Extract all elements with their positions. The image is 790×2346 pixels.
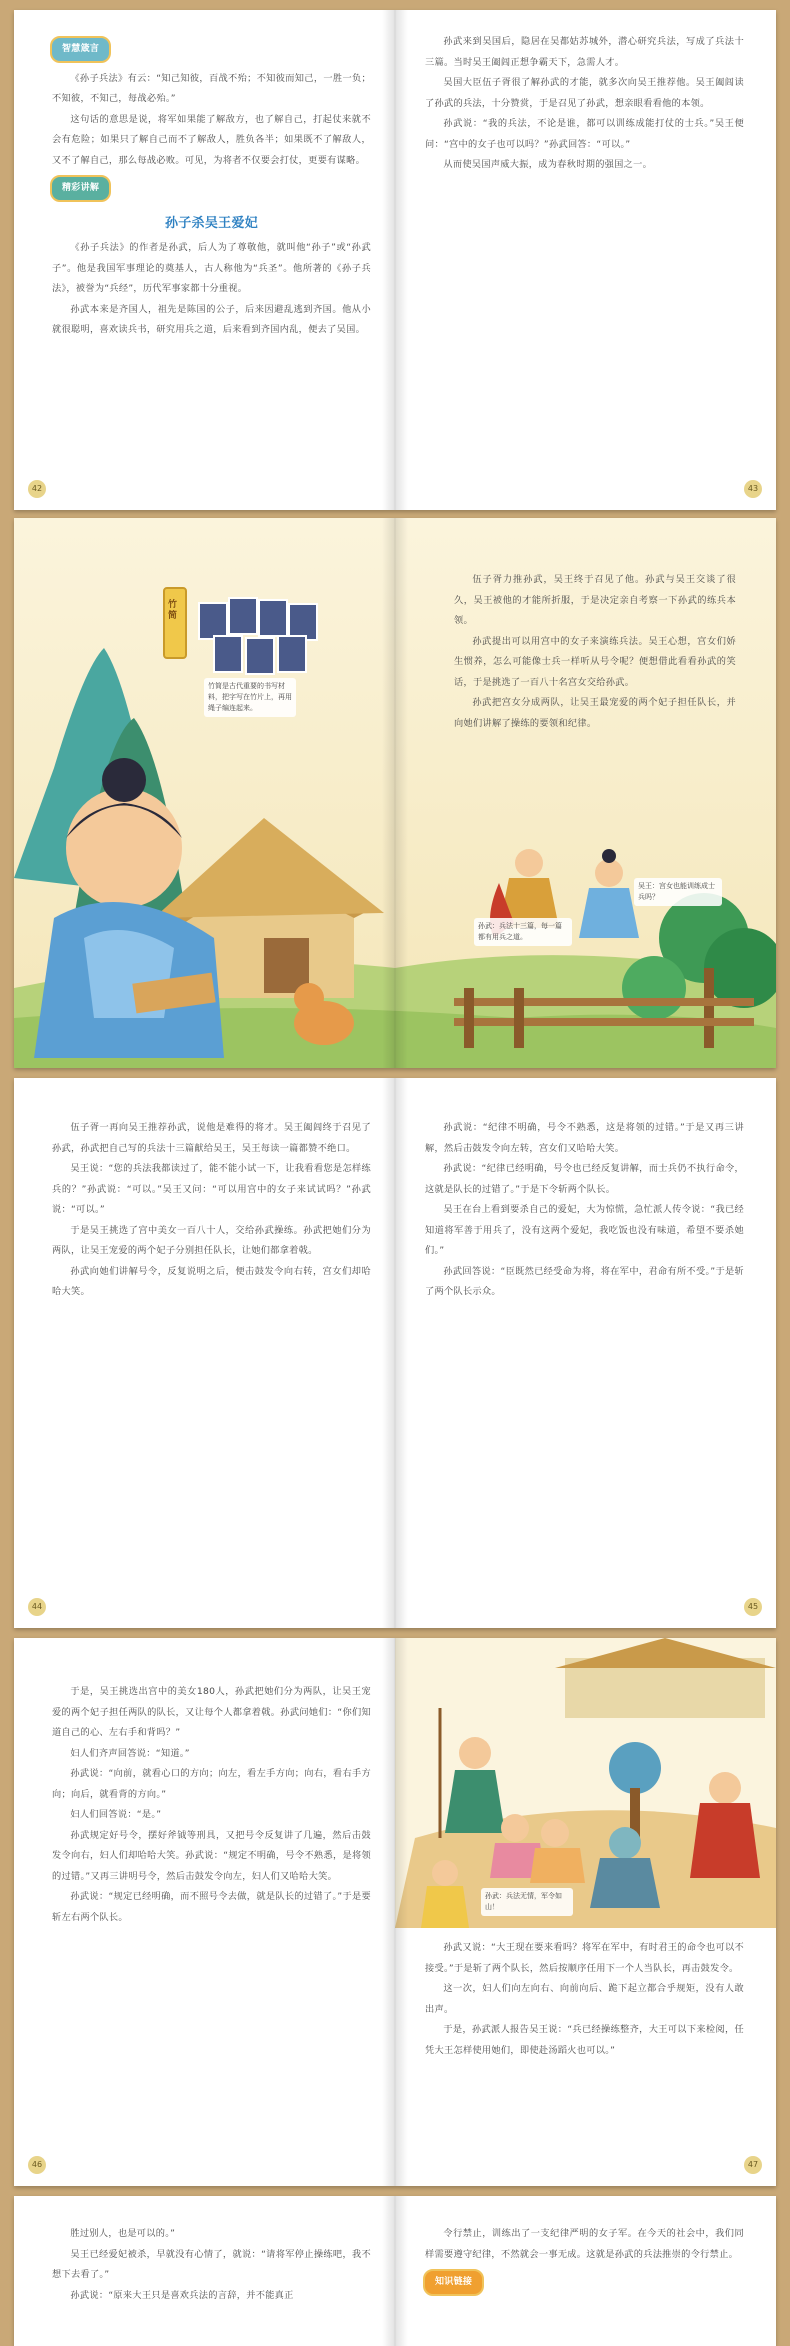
paragraph: 这一次，妇人们向左向右、向前向后、跪下起立都合乎规矩，没有人敢出声。 — [425, 1983, 744, 2015]
paragraph: 胜过别人，也是可以的。” — [70, 2228, 176, 2239]
book-spread-1 — [14, 10, 776, 510]
page-left — [14, 1078, 395, 1628]
character-face — [66, 788, 182, 908]
paragraph: 孙武向她们讲解号令，反复说明之后，便击鼓发令向右转，宫女们却哈哈大笑。 — [52, 1265, 371, 1297]
paragraph: 孙武说：“规定已经明确，而不照号令去做，就是队长的过错了。”于是要斩左右两个队长。 — [52, 1891, 371, 1923]
paragraph: 妇人们回答说：“是。” — [70, 1809, 162, 1820]
paragraph: 吴王说：“您的兵法我都读过了，能不能小试一下，让我看看您是怎样练兵的？”孙武说：“可以。”吴王又问：“可以用宫中的女子来试试吗？”孙武说：“可以。” — [52, 1163, 371, 1215]
page-right — [395, 2196, 776, 2346]
page-number: 46 — [28, 2156, 46, 2174]
page-number: 44 — [28, 1598, 46, 1616]
paragraph: 吴国大臣伍子胥很了解孙武的才能，就多次向吴王推荐他。吴王阖闾读了孙武的兵法，十分赞赏，于是召见了孙武，想亲眼看看他的本领。 — [425, 77, 744, 109]
paragraph: 孙武说：“纪律已经明确，号令也已经反复讲解，而士兵仍不执行命令，这就是队长的过错了。”于是下令斩两个队长。 — [425, 1163, 744, 1195]
paragraph: 孙武说：“向前，就看心口的方向；向左，看左手方向；向右，看右手方向；向后，就看背的方向。” — [52, 1768, 371, 1800]
section-tag: 知识链接 — [423, 2269, 484, 2296]
paragraph: 《孙子兵法》的作者是孙武，后人为了尊敬他，就叫他“孙子”或“孙武子”。他是我国军事理论的奠基人，古人称他为“兵圣”。他所著的《孙子兵法》，被誉为“兵经”，历代军事家都十分重视。 — [52, 242, 371, 294]
paragraph: 孙武本来是齐国人，祖先是陈国的公子，后来因避乱逃到齐国。他从小就很聪明，喜欢读兵书，研究用兵之道，后来看到齐国内乱，便去了吴国。 — [52, 303, 371, 335]
consort — [530, 1848, 585, 1883]
page-text — [52, 1682, 371, 1928]
king-figure — [690, 1803, 760, 1878]
illustration-caption: 孙武：兵法无情，军令如山！ — [481, 1888, 573, 1916]
page-number: 42 — [28, 480, 46, 498]
page-right — [395, 1638, 776, 2186]
paragraph: 从而使吴国声威大振，成为春秋时期的强国之一。 — [443, 159, 653, 170]
book-spread-5 — [14, 2196, 776, 2346]
paragraph: 吴王已经爱妃被杀，早就没有心情了，就说：“请将军停止操练吧，我不想下去看了。” — [52, 2248, 371, 2280]
illustration-caption: 孙武：兵法十三篇，每一篇都有用兵之道。 — [474, 918, 572, 946]
paragraph: 孙武又说：“大王现在要来看吗？将军在军中，有时君王的命令也可以不接受。”于是斩了两个队长，然后按顺序任用下一个人当队长，再击鼓发令。 — [425, 1942, 744, 1974]
paragraph: 伍子胥力推孙武，吴王终于召见了他。孙武与吴王交谈了很久，吴王被他的才能所折服，于是决定亲自考察一下孙武的练兵本领。 — [454, 574, 736, 626]
illustration-caption: 竹简是古代重要的书写材料，把字写在竹片上，再用绳子编连起来。 — [204, 678, 296, 717]
page-text — [52, 2224, 371, 2306]
page-text — [454, 570, 736, 734]
page-left — [14, 10, 395, 510]
page-text — [425, 32, 744, 176]
illustration-caption: 吴王：宫女也能训练成士兵吗？ — [634, 878, 722, 906]
scroll-label: 竹简 — [168, 600, 178, 621]
paragraph: 伍子胥一再向吴王推荐孙武，说他是难得的将才。吴王阖闾终于召见了孙武，孙武把自己写的兵法十三篇献给吴王，吴王每读一篇都赞不绝口。 — [52, 1122, 371, 1154]
paragraph: 吴王在台上看到要杀自己的爱妃，大为惊慌，急忙派人传令说：“我已经知道将军善于用兵了，没有这两个爱妃，我吃饭也没有味道，希望不要杀她们。” — [425, 1204, 744, 1256]
page-text — [425, 1118, 744, 1303]
page-left — [14, 1638, 395, 2186]
chapter-title: 孙子杀吴王爱妃 — [164, 215, 259, 231]
page-right — [395, 1078, 776, 1628]
paragraph: 孙武回答说：“臣既然已经受命为将，将在军中，君命有所不受。”于是斩了两个队长示众。 — [425, 1265, 744, 1297]
illustration-scene — [395, 1638, 776, 1928]
book-spread-2 — [14, 518, 776, 1068]
page-text — [425, 2224, 744, 2302]
paragraph: 妇人们齐声回答说：“知道。” — [70, 1747, 190, 1759]
paragraph: 于是，吴王挑选出宫中的美女180人，孙武把她们分为两队，让吴王宠爱的两个妃子担任两队的队长，又让每个人都拿着戟。孙武问她们：“你们知道自己的心、左右手和背吗？” — [52, 1686, 371, 1738]
paragraph: 《孙子兵法》有云：“知己知彼，百战不殆；不知彼而知己，一胜一负；不知彼，不知己，每战必殆。” — [52, 72, 371, 104]
paragraph: 孙武把宫女分成两队，让吴王最宠爱的两个妃子担任队长，并向她们讲解了操练的要领和纪律。 — [454, 697, 736, 729]
page-left — [14, 2196, 395, 2346]
paragraph: 孙武来到吴国后，隐居在吴都姑苏城外，潜心研究兵法，写成了兵法十三篇。当时吴王阖闾正想争霸天下，急需人才。 — [425, 36, 744, 68]
page-text — [425, 1938, 744, 2061]
floating-books — [199, 598, 317, 674]
book-spread-4 — [14, 1638, 776, 2186]
paragraph: 于是吴王挑选了宫中美女一百八十人，交给孙武操练。孙武把她们分为两队，让吴王宠爱的两个妃子分别担任队长，让她们都拿着戟。 — [52, 1224, 371, 1256]
soldier — [445, 1770, 505, 1833]
page-number: 45 — [744, 1598, 762, 1616]
paragraph: 孙武规定好号令，摆好斧钺等刑具，又把号令反复讲了几遍，然后击鼓发令向右，妇人们却哈哈大笑。孙武说：“规定不明确，号令不熟悉，是将领的过错。”又再三讲明号令，然后击鼓发令向左，妇人们又哈哈大笑。 — [52, 1829, 371, 1882]
book-spread-3 — [14, 1078, 776, 1628]
sun-wu-figure — [421, 1886, 469, 1928]
paragraph: 这句话的意思是说，将军如果能了解敌方，也了解自己，打起仗来就不会有危险；如果只了解自己而不了解敌人，胜负各半；如果既不了解敌人，又不了解自己，那么每战必败。可见，为将者不仅要会打仗，更要有谋略。 — [52, 113, 371, 166]
page-number: 43 — [744, 480, 762, 498]
paragraph: 孙武说：“我的兵法，不论是谁，都可以训练成能打仗的士兵。”吴王便问：“宫中的女子也可以吗？”孙武回答：“可以。” — [425, 118, 744, 150]
page-text — [52, 1118, 371, 1303]
paragraph: 令行禁止，训练出了一支纪律严明的女子军。在今天的社会中，我们同样需要遵守纪律，不然就会一事无成。这就是孙武的兵法推崇的令行禁止。 — [425, 2228, 744, 2260]
drum — [609, 1742, 661, 1794]
page-right — [395, 10, 776, 510]
paragraph: 于是，孙武派人报告吴王说：“兵已经操练整齐，大王可以下来检阅，任凭大王怎样使用她们，即使赴汤蹈火也可以。” — [425, 2024, 744, 2056]
page-text — [52, 32, 371, 341]
paragraph: 孙武说：“原来大王只是喜欢兵法的言辞，并不能真正 — [70, 2289, 294, 2301]
paragraph: 孙武说：“纪律不明确，号令不熟悉，这是将领的过错。”于是又再三讲解，然后击鼓发令向左转，宫女们又哈哈大笑。 — [425, 1122, 744, 1154]
page-number: 47 — [744, 2156, 762, 2174]
section-tag: 精彩讲解 — [50, 175, 111, 202]
section-tag-quote: 智慧箴言 — [50, 36, 111, 63]
paragraph: 孙武提出可以用宫中的女子来演练兵法。吴王心想，宫女们娇生惯养，怎么可能像士兵一样听从号令呢？便想借此看看孙武的笑话，于是挑选了一百八十名宫女交给孙武。 — [454, 635, 736, 688]
